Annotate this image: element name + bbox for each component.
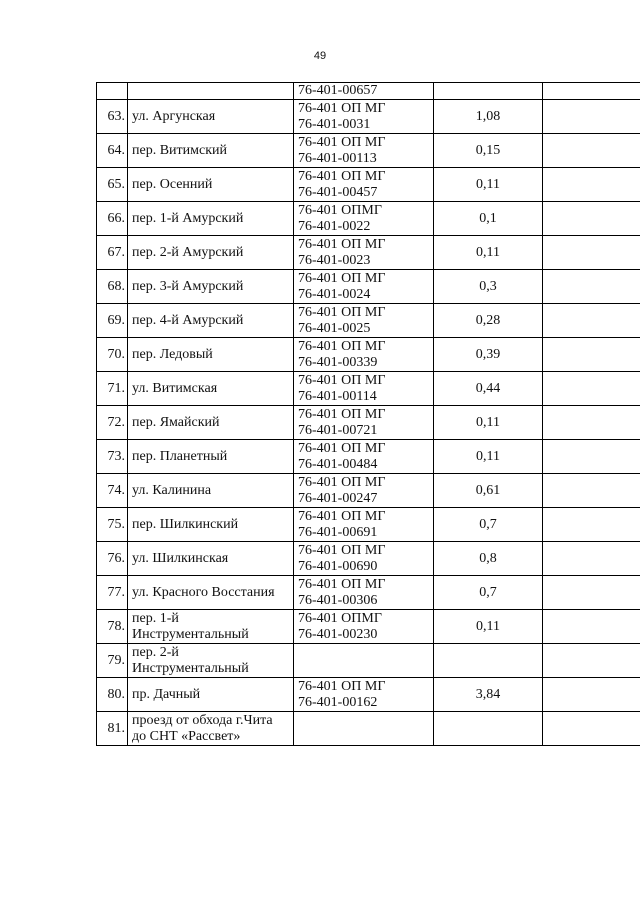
cell-length: 0,11	[434, 610, 543, 644]
cell-num: 70.	[97, 338, 128, 372]
name-line: ул. Красного Восстания	[132, 584, 275, 600]
cell-code	[294, 83, 434, 100]
cell-num: 81.	[97, 712, 128, 746]
cell-length: 0,8	[434, 542, 543, 576]
code-line: 76-401 ОПМГ	[298, 202, 382, 218]
code-line: 76-401-00162	[298, 694, 378, 710]
table-row	[97, 644, 640, 678]
cell-num: 75.	[97, 508, 128, 542]
cell-extra	[543, 542, 640, 576]
name-line: пер. Витимский	[132, 142, 228, 158]
cell-length: 0,44	[434, 372, 543, 406]
cell-num: 73.	[97, 440, 128, 474]
cell-code	[294, 304, 434, 338]
code-line: 76-401 ОП МГ	[298, 440, 386, 456]
cell-num: 68.	[97, 270, 128, 304]
cell-num: 77.	[97, 576, 128, 610]
table-row	[97, 168, 640, 202]
code-line: 76-401 ОП МГ	[298, 134, 386, 150]
code-line: 76-401-00691	[298, 524, 378, 540]
cell-length: 0,39	[434, 338, 543, 372]
cell-name	[128, 406, 294, 440]
code-line: 76-401-00247	[298, 490, 378, 506]
cell-num: 67.	[97, 236, 128, 270]
cell-length: 0,7	[434, 576, 543, 610]
cell-code	[294, 508, 434, 542]
cell-code	[294, 168, 434, 202]
name-line: пер. Осенний	[132, 176, 213, 192]
name-line: пер. Ледовый	[132, 346, 213, 362]
cell-length: 0,3	[434, 270, 543, 304]
cell-length: 0,15	[434, 134, 543, 168]
page-number: 49	[313, 50, 327, 62]
name-line: проезд от обхода г.Чита	[132, 712, 273, 728]
cell-length	[434, 712, 543, 746]
cell-code	[294, 236, 434, 270]
name-line: пер. Ямайский	[132, 414, 220, 430]
cell-name	[128, 304, 294, 338]
table-row	[97, 270, 640, 304]
cell-extra	[543, 440, 640, 474]
code-line: 76-401-00721	[298, 422, 378, 438]
cell-extra	[543, 270, 640, 304]
code-line: 76-401 ОП МГ	[298, 270, 386, 286]
cell-code	[294, 644, 434, 678]
table-row	[97, 100, 640, 134]
cell-extra	[543, 236, 640, 270]
cell-num: 66.	[97, 202, 128, 236]
code-line: 76-401 ОП МГ	[298, 372, 386, 388]
cell-extra	[543, 474, 640, 508]
cell-extra	[543, 134, 640, 168]
cell-length	[434, 644, 543, 678]
code-line: 76-401 ОП МГ	[298, 508, 386, 524]
cell-extra	[543, 610, 640, 644]
cell-length: 0,7	[434, 508, 543, 542]
name-line: пер. 2-й	[132, 644, 179, 660]
cell-extra	[543, 576, 640, 610]
code-line: 76-401-00484	[298, 456, 378, 472]
name-line: Инструментальный	[132, 660, 249, 676]
name-line: ул. Витимская	[132, 380, 218, 396]
table-row	[97, 678, 640, 712]
cell-extra	[543, 406, 640, 440]
code-line: 76-401 ОП МГ	[298, 168, 386, 184]
cell-code	[294, 610, 434, 644]
cell-length: 0,11	[434, 236, 543, 270]
cell-code	[294, 338, 434, 372]
code-line: 76-401-00339	[298, 354, 378, 370]
cell-extra	[543, 644, 640, 678]
cell-extra	[543, 372, 640, 406]
cell-extra	[543, 338, 640, 372]
cell-num: 64.	[97, 134, 128, 168]
code-line: 76-401 ОП МГ	[298, 576, 386, 592]
cell-length: 0,11	[434, 168, 543, 202]
cell-num: 80.	[97, 678, 128, 712]
cell-name	[128, 542, 294, 576]
cell-code	[294, 372, 434, 406]
code-line: 76-401-0025	[298, 320, 371, 336]
cell-num: 76.	[97, 542, 128, 576]
cell-num: 71.	[97, 372, 128, 406]
cell-length: 0,61	[434, 474, 543, 508]
cell-extra	[543, 168, 640, 202]
cell-num: 79.	[97, 644, 128, 678]
cell-code	[294, 474, 434, 508]
cell-name	[128, 168, 294, 202]
code-line: 76-401-00230	[298, 626, 378, 642]
table-row	[97, 134, 640, 168]
table-row	[97, 202, 640, 236]
cell-name	[128, 576, 294, 610]
cell-length: 1,08	[434, 100, 543, 134]
cell-name	[128, 83, 294, 100]
cell-extra	[543, 304, 640, 338]
name-line: пер. Шилкинский	[132, 516, 239, 532]
cell-name	[128, 270, 294, 304]
cell-length: 0,11	[434, 440, 543, 474]
cell-code	[294, 406, 434, 440]
code-line: 76-401 ОП МГ	[298, 678, 386, 694]
name-line: пер. 2-й Амурский	[132, 244, 244, 260]
cell-num: 69.	[97, 304, 128, 338]
cell-length: 0,11	[434, 406, 543, 440]
cell-extra	[543, 83, 640, 100]
name-line: ул. Шилкинская	[132, 550, 229, 566]
cell-name	[128, 712, 294, 746]
name-line: ул. Калинина	[132, 482, 212, 498]
cell-num: 72.	[97, 406, 128, 440]
table-row	[97, 474, 640, 508]
table-row	[97, 372, 640, 406]
table-row-continued	[97, 83, 640, 100]
cell-code	[294, 542, 434, 576]
cell-name	[128, 134, 294, 168]
cell-num: 78.	[97, 610, 128, 644]
cell-name	[128, 610, 294, 644]
code-line: 76-401 ОП МГ	[298, 304, 386, 320]
table-row	[97, 304, 640, 338]
table-row	[97, 542, 640, 576]
name-line: пер. 4-й Амурский	[132, 312, 244, 328]
cell-name	[128, 678, 294, 712]
cell-code	[294, 202, 434, 236]
table-row	[97, 406, 640, 440]
cell-length: 0,28	[434, 304, 543, 338]
cell-name	[128, 440, 294, 474]
cell-extra	[543, 202, 640, 236]
cell-code	[294, 270, 434, 304]
name-line: ул. Аргунская	[132, 108, 216, 124]
cell-name	[128, 100, 294, 134]
roads-table	[96, 82, 640, 746]
cell-name	[128, 508, 294, 542]
code-line: 76-401-00114	[298, 388, 377, 404]
cell-extra	[543, 712, 640, 746]
cell-code	[294, 134, 434, 168]
code-line: 76-401 ОП МГ	[298, 542, 386, 558]
name-line: Инструментальный	[132, 626, 249, 642]
cell-num	[97, 83, 128, 100]
cell-code	[294, 440, 434, 474]
cell-length: 0,1	[434, 202, 543, 236]
table-row	[97, 610, 640, 644]
cell-name	[128, 202, 294, 236]
code-line: 76-401-00306	[298, 592, 378, 608]
code-line: 76-401 ОП МГ	[298, 406, 386, 422]
code-line: 76-401-0023	[298, 252, 371, 268]
table-row	[97, 338, 640, 372]
cell-length	[434, 83, 543, 100]
code-line: 76-401 ОП МГ	[298, 338, 386, 354]
table-row	[97, 576, 640, 610]
cell-length: 3,84	[434, 678, 543, 712]
code-line: 76-401-00113	[298, 150, 377, 166]
code-line: 76-401 ОП МГ	[298, 236, 386, 252]
table-row	[97, 508, 640, 542]
cell-num: 63.	[97, 100, 128, 134]
cell-num: 65.	[97, 168, 128, 202]
cell-extra	[543, 508, 640, 542]
table-row	[97, 712, 640, 746]
cell-name	[128, 236, 294, 270]
cell-name	[128, 338, 294, 372]
cell-extra	[543, 100, 640, 134]
name-line: пер. Планетный	[132, 448, 228, 464]
name-line: пр. Дачный	[132, 686, 201, 702]
code-line: 76-401 ОПМГ	[298, 610, 382, 626]
cell-code	[294, 100, 434, 134]
code-line: 76-401 ОП МГ	[298, 474, 386, 490]
code-line: 76-401-00457	[298, 184, 378, 200]
name-line: пер. 1-й	[132, 610, 179, 626]
name-line: до СНТ «Рассвет»	[132, 728, 241, 744]
cell-code	[294, 678, 434, 712]
table-row	[97, 440, 640, 474]
cell-name	[128, 474, 294, 508]
cell-code	[294, 712, 434, 746]
code-line: 76-401 ОП МГ	[298, 100, 386, 116]
cell-name	[128, 372, 294, 406]
code-line: 76-401-00657	[298, 83, 378, 98]
code-line: 76-401-0022	[298, 218, 371, 234]
code-line: 76-401-0024	[298, 286, 371, 302]
name-line: пер. 3-й Амурский	[132, 278, 244, 294]
cell-extra	[543, 678, 640, 712]
code-line: 76-401-0031	[298, 116, 371, 132]
table-row	[97, 236, 640, 270]
cell-name	[128, 644, 294, 678]
name-line: пер. 1-й Амурский	[132, 210, 244, 226]
cell-code	[294, 576, 434, 610]
code-line: 76-401-00690	[298, 558, 378, 574]
cell-num: 74.	[97, 474, 128, 508]
